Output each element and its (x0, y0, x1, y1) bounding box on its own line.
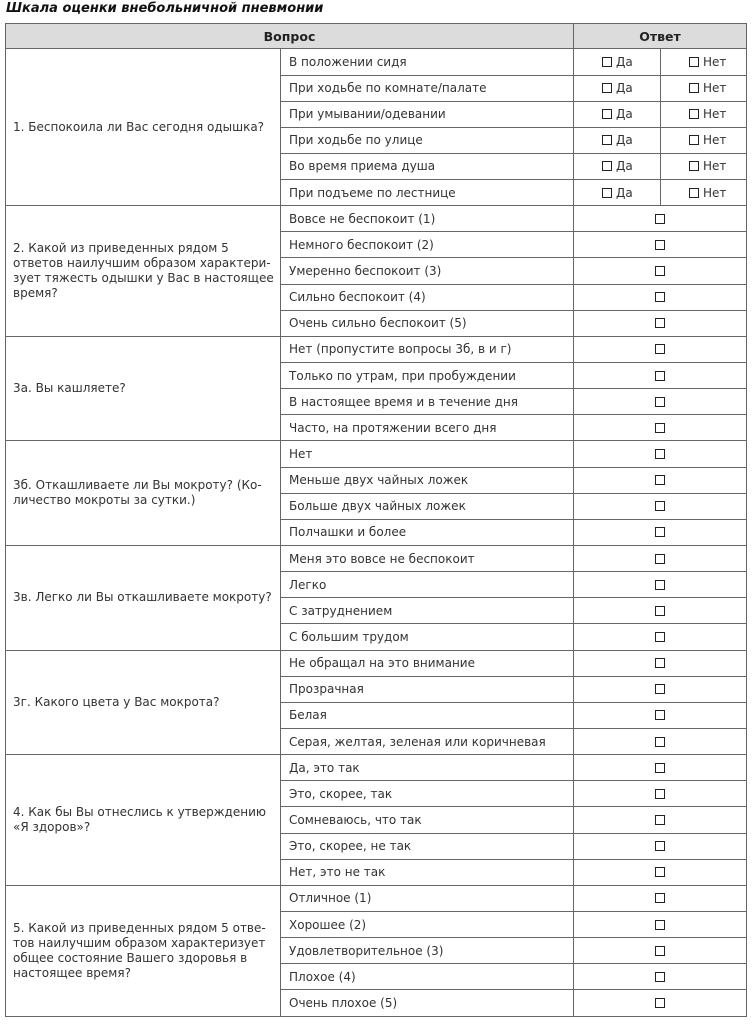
option-label: Прозрачная (281, 676, 574, 702)
answer-checkbox[interactable] (655, 240, 665, 250)
answer-cell (574, 519, 747, 545)
option-label: Меня это вовсе не беспокоит (281, 546, 574, 572)
answer-checkbox[interactable] (655, 606, 665, 616)
answer-checkbox[interactable] (655, 214, 665, 224)
table-row (6, 885, 747, 911)
answer-checkbox[interactable] (655, 449, 665, 459)
answer-checkbox[interactable] (655, 501, 665, 511)
checkbox-yes[interactable] (602, 161, 612, 171)
answer-yes-cell (574, 101, 661, 127)
answer-cell (574, 598, 747, 624)
answer-cell (574, 232, 747, 258)
question-text: 3г. Какого цвета у Вас мокрота? (6, 650, 281, 755)
option-label: При подъеме по лестнице (281, 180, 574, 206)
option-label: Не обращал на это внимание (281, 650, 574, 676)
question-text: 4. Как бы Вы отнеслись к утверждению «Я здоров»? (6, 755, 281, 886)
answer-cell (574, 415, 747, 441)
question-text: 3а. Вы кашляете? (6, 336, 281, 441)
answer-checkbox[interactable] (655, 946, 665, 956)
answer-yes-cell (574, 180, 661, 206)
answer-no-label: Нет (703, 81, 727, 96)
answer-cell (574, 650, 747, 676)
answer-cell (574, 284, 747, 310)
answer-checkbox[interactable] (655, 580, 665, 590)
answer-cell (574, 990, 747, 1016)
answer-yes-cell (574, 49, 661, 76)
header-answer: Ответ (574, 24, 747, 49)
answer-cell (574, 624, 747, 650)
option-label: При умывании/одевании (281, 101, 574, 127)
table-row (6, 650, 747, 676)
option-label: Меньше двух чайных ложек (281, 467, 574, 493)
answer-no-cell (661, 180, 747, 206)
table-row (6, 336, 747, 362)
answer-no-cell (661, 75, 747, 101)
answer-cell (574, 781, 747, 807)
table-row (6, 206, 747, 232)
answer-yes-label: Да (616, 107, 633, 122)
answer-yes-label: Да (616, 133, 633, 148)
answer-yes-label: Да (616, 54, 633, 69)
table-row (6, 546, 747, 572)
option-label: Только по утрам, при пробуждении (281, 363, 574, 389)
answer-checkbox[interactable] (655, 266, 665, 276)
option-label: Во время приема душа (281, 153, 574, 179)
answer-cell (574, 859, 747, 885)
answer-no-label: Нет (703, 54, 727, 69)
table-row (6, 755, 747, 781)
answer-no-label: Нет (703, 107, 727, 122)
answer-cell (574, 833, 747, 859)
question-text: 3б. Откашливаете ли Вы мокроту? (Ко-личество мокроты за сутки.) (6, 441, 281, 546)
answer-checkbox[interactable] (655, 423, 665, 433)
option-label: Это, скорее, так (281, 781, 574, 807)
question-text: 1. Беспокоила ли Вас сегодня одышка? (6, 49, 281, 206)
question-text: 3в. Легко ли Вы откашливаете мокроту? (6, 546, 281, 651)
answer-yes-label: Да (616, 159, 633, 174)
option-label: Нет (281, 441, 574, 467)
option-label: Белая (281, 702, 574, 728)
answer-yes-label: Да (616, 185, 633, 200)
page-title: Шкала оценки внебольничной пневмонии (6, 1, 324, 16)
answer-cell (574, 964, 747, 990)
answer-checkbox[interactable] (655, 554, 665, 564)
answer-no-cell (661, 153, 747, 179)
answer-cell (574, 729, 747, 755)
answer-yes-cell (574, 153, 661, 179)
answer-yes-cell (574, 127, 661, 153)
table-row (6, 49, 747, 76)
answer-checkbox[interactable] (655, 344, 665, 354)
answer-checkbox[interactable] (655, 527, 665, 537)
option-label: Сомневаюсь, что так (281, 807, 574, 833)
option-label: С большим трудом (281, 624, 574, 650)
answer-checkbox[interactable] (655, 475, 665, 485)
checkbox-yes[interactable] (602, 109, 612, 119)
answer-checkbox[interactable] (655, 841, 665, 851)
question-text: 2. Какой из приведенных рядом 5 ответов наилучшим образом характери-зует тяжесть одышки у Вас в настоящее время? (6, 206, 281, 337)
table-body (6, 49, 747, 1017)
answer-cell (574, 389, 747, 415)
option-label: При ходьбе по комнате/палате (281, 75, 574, 101)
option-label: Умеренно беспокоит (3) (281, 258, 574, 284)
option-label: Это, скорее, не так (281, 833, 574, 859)
answer-cell (574, 258, 747, 284)
answer-cell (574, 755, 747, 781)
answer-cell (574, 807, 747, 833)
option-label: В настоящее время и в течение дня (281, 389, 574, 415)
answer-checkbox[interactable] (655, 371, 665, 381)
answer-cell (574, 546, 747, 572)
answer-checkbox[interactable] (655, 397, 665, 407)
checkbox-no[interactable] (689, 188, 699, 198)
option-label: Очень сильно беспокоит (5) (281, 310, 574, 336)
option-label: С затруднением (281, 598, 574, 624)
answer-yes-label: Да (616, 81, 633, 96)
answer-no-cell (661, 127, 747, 153)
answer-checkbox[interactable] (655, 632, 665, 642)
answer-checkbox[interactable] (655, 920, 665, 930)
answer-cell (574, 493, 747, 519)
answer-cell (574, 363, 747, 389)
answer-checkbox[interactable] (655, 763, 665, 773)
option-label: Больше двух чайных ложек (281, 493, 574, 519)
option-label: При ходьбе по улице (281, 127, 574, 153)
answer-cell (574, 885, 747, 911)
option-label: В положении сидя (281, 49, 574, 76)
answer-cell (574, 912, 747, 938)
checkbox-no[interactable] (689, 83, 699, 93)
checkbox-yes[interactable] (602, 57, 612, 67)
answer-checkbox[interactable] (655, 292, 665, 302)
answer-cell (574, 441, 747, 467)
answer-no-cell (661, 101, 747, 127)
question-text: 5. Какой из приведенных рядом 5 отве-тов наилучшим образом характеризует общее состояние Вашего здоровья в настоящее время? (6, 885, 281, 1016)
option-label: Плохое (4) (281, 964, 574, 990)
answer-cell (574, 702, 747, 728)
checkbox-no[interactable] (689, 135, 699, 145)
checkbox-no[interactable] (689, 57, 699, 67)
option-label: Нет, это не так (281, 859, 574, 885)
answer-cell (574, 310, 747, 336)
answer-checkbox[interactable] (655, 972, 665, 982)
checkbox-yes[interactable] (602, 135, 612, 145)
option-label: Да, это так (281, 755, 574, 781)
assessment-table (5, 23, 747, 1017)
answer-cell (574, 336, 747, 362)
answer-checkbox[interactable] (655, 318, 665, 328)
option-label: Хорошее (2) (281, 912, 574, 938)
answer-cell (574, 938, 747, 964)
answer-no-label: Нет (703, 133, 727, 148)
option-label: Легко (281, 572, 574, 598)
option-label: Часто, на протяжении всего дня (281, 415, 574, 441)
answer-checkbox[interactable] (655, 998, 665, 1008)
answer-no-cell (661, 49, 747, 76)
answer-cell (574, 467, 747, 493)
answer-checkbox[interactable] (655, 658, 665, 668)
answer-checkbox[interactable] (655, 684, 665, 694)
answer-checkbox[interactable] (655, 815, 665, 825)
answer-cell (574, 572, 747, 598)
option-label: Вовсе не беспокоит (1) (281, 206, 574, 232)
answer-yes-cell (574, 75, 661, 101)
checkbox-yes[interactable] (602, 83, 612, 93)
answer-no-label: Нет (703, 159, 727, 174)
answer-cell (574, 206, 747, 232)
table-row (6, 441, 747, 467)
option-label: Удовлетворительное (3) (281, 938, 574, 964)
header-row (6, 24, 747, 49)
checkbox-no[interactable] (689, 109, 699, 119)
checkbox-yes[interactable] (602, 188, 612, 198)
option-label: Сильно беспокоит (4) (281, 284, 574, 310)
answer-no-label: Нет (703, 185, 727, 200)
option-label: Очень плохое (5) (281, 990, 574, 1016)
checkbox-no[interactable] (689, 161, 699, 171)
answer-checkbox[interactable] (655, 867, 665, 877)
option-label: Немного беспокоит (2) (281, 232, 574, 258)
option-label: Нет (пропустите вопросы 3б, в и г) (281, 336, 574, 362)
answer-cell (574, 676, 747, 702)
option-label: Полчашки и более (281, 519, 574, 545)
answer-checkbox[interactable] (655, 789, 665, 799)
answer-checkbox[interactable] (655, 737, 665, 747)
header-question: Вопрос (6, 24, 574, 49)
answer-checkbox[interactable] (655, 710, 665, 720)
option-label: Отличное (1) (281, 885, 574, 911)
answer-checkbox[interactable] (655, 893, 665, 903)
option-label: Серая, желтая, зеленая или коричневая (281, 729, 574, 755)
